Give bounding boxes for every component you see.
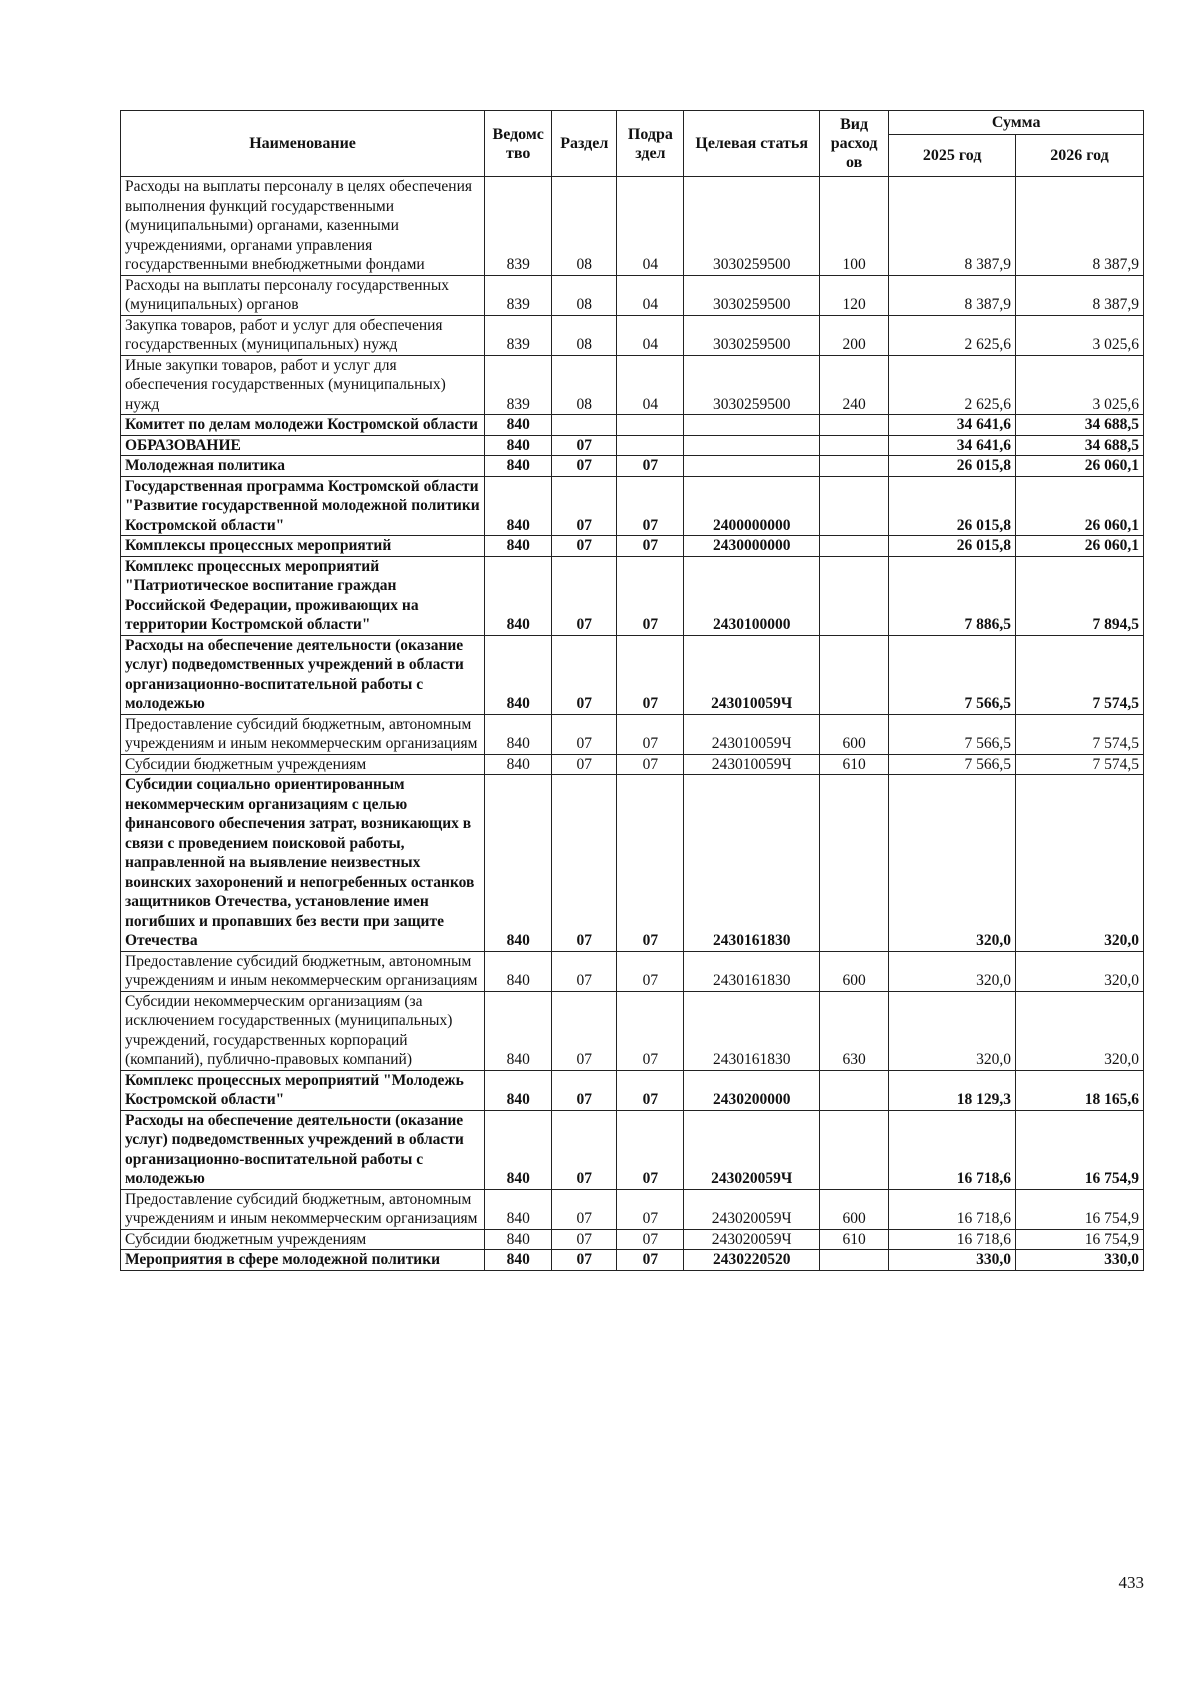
row-vedomstvo: 840 <box>485 556 552 635</box>
row-podrazdel: 07 <box>617 1189 684 1229</box>
row-podrazdel <box>617 415 684 436</box>
table-row <box>121 754 1144 775</box>
row-vid <box>819 435 888 456</box>
row-tselevaya: 3030259500 <box>684 177 819 276</box>
row-vedomstvo: 839 <box>485 315 552 355</box>
row-razdel: 08 <box>552 355 617 415</box>
row-tselevaya: 243020059Ч <box>684 1189 819 1229</box>
row-razdel: 07 <box>552 476 617 536</box>
table-row <box>121 1110 1144 1189</box>
header-vid: Вид расход ов <box>819 111 888 177</box>
header-tselevaya: Целевая статья <box>684 111 819 177</box>
row-name: Расходы на обеспечение деятельности (оказание услуг) подведомственных учреждений в области организационно-воспитательной работы с молодежью <box>121 635 485 714</box>
row-sum-2026: 320,0 <box>1016 775 1144 952</box>
row-name: Комплекс процессных мероприятий "Молодежь Костромской области" <box>121 1070 485 1110</box>
row-tselevaya <box>684 456 819 477</box>
row-name: Расходы на выплаты персоналу государственных (муниципальных) органов <box>121 275 485 315</box>
row-vid: 600 <box>819 951 888 991</box>
row-vedomstvo: 840 <box>485 1070 552 1110</box>
row-razdel: 07 <box>552 456 617 477</box>
header-2025: 2025 год <box>889 135 1016 177</box>
row-name: Комитет по делам молодежи Костромской области <box>121 415 485 436</box>
header-podrazdel: Подра здел <box>617 111 684 177</box>
table-row <box>121 536 1144 557</box>
row-razdel: 07 <box>552 536 617 557</box>
row-podrazdel: 07 <box>617 1110 684 1189</box>
table-row <box>121 355 1144 415</box>
row-podrazdel: 07 <box>617 556 684 635</box>
table-row <box>121 1070 1144 1110</box>
row-podrazdel: 07 <box>617 476 684 536</box>
header-name: Наименование <box>121 111 485 177</box>
row-vid <box>819 456 888 477</box>
row-sum-2025: 320,0 <box>889 991 1016 1070</box>
row-vid: 600 <box>819 714 888 754</box>
table-row <box>121 275 1144 315</box>
row-sum-2025: 320,0 <box>889 951 1016 991</box>
row-vid: 200 <box>819 315 888 355</box>
row-podrazdel: 04 <box>617 177 684 276</box>
row-sum-2025: 7 566,5 <box>889 754 1016 775</box>
row-tselevaya: 243010059Ч <box>684 754 819 775</box>
row-razdel: 07 <box>552 1070 617 1110</box>
row-sum-2026: 3 025,6 <box>1016 355 1144 415</box>
row-podrazdel: 07 <box>617 536 684 557</box>
table-row <box>121 456 1144 477</box>
row-sum-2026: 18 165,6 <box>1016 1070 1144 1110</box>
row-sum-2025: 26 015,8 <box>889 476 1016 536</box>
row-vedomstvo: 840 <box>485 1229 552 1250</box>
row-sum-2025: 26 015,8 <box>889 536 1016 557</box>
row-vedomstvo: 840 <box>485 714 552 754</box>
row-sum-2026: 7 894,5 <box>1016 556 1144 635</box>
table-row <box>121 415 1144 436</box>
row-vedomstvo: 839 <box>485 275 552 315</box>
row-sum-2026: 8 387,9 <box>1016 275 1144 315</box>
row-tselevaya <box>684 415 819 436</box>
row-sum-2026: 330,0 <box>1016 1250 1144 1271</box>
row-razdel: 07 <box>552 951 617 991</box>
row-razdel: 07 <box>552 1250 617 1271</box>
row-sum-2026: 320,0 <box>1016 951 1144 991</box>
row-sum-2025: 2 625,6 <box>889 355 1016 415</box>
row-vedomstvo: 840 <box>485 991 552 1070</box>
row-name: Закупка товаров, работ и услуг для обеспечения государственных (муниципальных) нужд <box>121 315 485 355</box>
row-tselevaya: 243010059Ч <box>684 714 819 754</box>
row-podrazdel: 07 <box>617 1070 684 1110</box>
row-razdel: 08 <box>552 177 617 276</box>
row-name: Мероприятия в сфере молодежной политики <box>121 1250 485 1271</box>
row-sum-2025: 8 387,9 <box>889 275 1016 315</box>
row-vedomstvo: 840 <box>485 754 552 775</box>
row-name: Субсидии бюджетным учреждениям <box>121 754 485 775</box>
row-tselevaya: 2430161830 <box>684 991 819 1070</box>
row-vedomstvo: 840 <box>485 1250 552 1271</box>
row-vid <box>819 536 888 557</box>
row-sum-2025: 34 641,6 <box>889 415 1016 436</box>
table-row <box>121 951 1144 991</box>
row-name: Расходы на выплаты персоналу в целях обеспечения выполнения функций государственными (муниципальными) органами, казенными учреждениями, органами управления государственными внебюджетными фондами <box>121 177 485 276</box>
row-sum-2025: 320,0 <box>889 775 1016 952</box>
row-vedomstvo: 840 <box>485 536 552 557</box>
row-vedomstvo: 840 <box>485 415 552 436</box>
table-row <box>121 714 1144 754</box>
row-sum-2026: 16 754,9 <box>1016 1110 1144 1189</box>
row-sum-2026: 320,0 <box>1016 991 1144 1070</box>
row-razdel: 08 <box>552 315 617 355</box>
row-name: Иные закупки товаров, работ и услуг для обеспечения государственных (муниципальных) нужд <box>121 355 485 415</box>
row-razdel: 07 <box>552 1189 617 1229</box>
row-podrazdel: 07 <box>617 635 684 714</box>
row-name: Молодежная политика <box>121 456 485 477</box>
row-vedomstvo: 840 <box>485 635 552 714</box>
row-podrazdel: 07 <box>617 991 684 1070</box>
table-row <box>121 556 1144 635</box>
row-tselevaya: 2430161830 <box>684 951 819 991</box>
row-sum-2026: 16 754,9 <box>1016 1189 1144 1229</box>
row-razdel: 07 <box>552 1110 617 1189</box>
row-vedomstvo: 840 <box>485 456 552 477</box>
row-sum-2025: 26 015,8 <box>889 456 1016 477</box>
row-vid <box>819 635 888 714</box>
budget-rows <box>121 177 1144 1271</box>
row-razdel: 07 <box>552 714 617 754</box>
budget-sheet <box>120 110 1144 1271</box>
table-row <box>121 476 1144 536</box>
table-row <box>121 1189 1144 1229</box>
row-name: Субсидии бюджетным учреждениям <box>121 1229 485 1250</box>
row-tselevaya <box>684 435 819 456</box>
row-vid <box>819 775 888 952</box>
row-name: Государственная программа Костромской области "Развитие государственной молодежной политики Костромской области" <box>121 476 485 536</box>
row-vedomstvo: 840 <box>485 1189 552 1229</box>
row-tselevaya: 243010059Ч <box>684 635 819 714</box>
row-sum-2026: 26 060,1 <box>1016 476 1144 536</box>
row-sum-2025: 330,0 <box>889 1250 1016 1271</box>
row-podrazdel: 07 <box>617 1250 684 1271</box>
row-sum-2026: 3 025,6 <box>1016 315 1144 355</box>
row-podrazdel <box>617 435 684 456</box>
row-razdel: 07 <box>552 754 617 775</box>
row-sum-2026: 8 387,9 <box>1016 177 1144 276</box>
row-sum-2025: 7 886,5 <box>889 556 1016 635</box>
table-row <box>121 1250 1144 1271</box>
row-podrazdel: 07 <box>617 1229 684 1250</box>
header-razdel: Раздел <box>552 111 617 177</box>
row-name: Комплексы процессных мероприятий <box>121 536 485 557</box>
table-row <box>121 991 1144 1070</box>
row-sum-2026: 26 060,1 <box>1016 536 1144 557</box>
row-vid <box>819 1250 888 1271</box>
row-sum-2025: 16 718,6 <box>889 1229 1016 1250</box>
row-podrazdel: 07 <box>617 456 684 477</box>
row-tselevaya: 2430200000 <box>684 1070 819 1110</box>
row-sum-2025: 16 718,6 <box>889 1189 1016 1229</box>
row-name: Предоставление субсидий бюджетным, автономным учреждениям и иным некоммерческим организациям <box>121 951 485 991</box>
row-razdel <box>552 415 617 436</box>
row-razdel: 07 <box>552 556 617 635</box>
row-razdel: 07 <box>552 1229 617 1250</box>
row-name: Расходы на обеспечение деятельности (оказание услуг) подведомственных учреждений в области организационно-воспитательной работы с молодежью <box>121 1110 485 1189</box>
table-row <box>121 435 1144 456</box>
row-name: ОБРАЗОВАНИЕ <box>121 435 485 456</box>
row-tselevaya: 243020059Ч <box>684 1229 819 1250</box>
row-sum-2026: 7 574,5 <box>1016 635 1144 714</box>
row-razdel: 07 <box>552 775 617 952</box>
row-razdel: 08 <box>552 275 617 315</box>
row-vid: 610 <box>819 754 888 775</box>
header-2026: 2026 год <box>1016 135 1144 177</box>
row-vid <box>819 415 888 436</box>
row-tselevaya: 3030259500 <box>684 355 819 415</box>
row-podrazdel: 04 <box>617 315 684 355</box>
row-vid <box>819 556 888 635</box>
row-sum-2026: 7 574,5 <box>1016 714 1144 754</box>
table-row <box>121 1229 1144 1250</box>
row-vid: 120 <box>819 275 888 315</box>
row-vedomstvo: 840 <box>485 435 552 456</box>
row-name: Предоставление субсидий бюджетным, автономным учреждениям и иным некоммерческим организациям <box>121 714 485 754</box>
row-sum-2026: 7 574,5 <box>1016 754 1144 775</box>
row-vid <box>819 1110 888 1189</box>
row-sum-2026: 34 688,5 <box>1016 415 1144 436</box>
row-vedomstvo: 839 <box>485 355 552 415</box>
row-vid: 630 <box>819 991 888 1070</box>
row-tselevaya: 2400000000 <box>684 476 819 536</box>
row-tselevaya: 243020059Ч <box>684 1110 819 1189</box>
row-razdel: 07 <box>552 435 617 456</box>
row-name: Субсидии некоммерческим организациям (за исключением государственных (муниципальных) учреждений, государственных корпораций (компаний), публично-правовых компаний) <box>121 991 485 1070</box>
row-sum-2026: 16 754,9 <box>1016 1229 1144 1250</box>
row-tselevaya: 3030259500 <box>684 275 819 315</box>
row-podrazdel: 04 <box>617 355 684 415</box>
row-tselevaya: 3030259500 <box>684 315 819 355</box>
row-sum-2025: 16 718,6 <box>889 1110 1016 1189</box>
row-name: Субсидии социально ориентированным некоммерческим организациям с целью финансового обеспечения затрат, возникающих в связи с проведением поисковой работы, направленной на выявление неизвестных воинских захоронений и непогребенных останков защитников Отечества, установление имен погибших и пропавших без вести при защите Отечества <box>121 775 485 952</box>
header-vedomstvo: Ведомс тво <box>485 111 552 177</box>
row-razdel: 07 <box>552 991 617 1070</box>
row-name: Комплекс процессных мероприятий "Патриотическое воспитание граждан Российской Федерации, проживающих на территории Костромской области" <box>121 556 485 635</box>
row-vid <box>819 476 888 536</box>
table-row <box>121 177 1144 276</box>
row-podrazdel: 07 <box>617 714 684 754</box>
row-vedomstvo: 839 <box>485 177 552 276</box>
row-sum-2025: 8 387,9 <box>889 177 1016 276</box>
row-podrazdel: 07 <box>617 951 684 991</box>
row-tselevaya: 2430100000 <box>684 556 819 635</box>
row-sum-2025: 34 641,6 <box>889 435 1016 456</box>
table-row <box>121 315 1144 355</box>
row-sum-2025: 2 625,6 <box>889 315 1016 355</box>
row-podrazdel: 07 <box>617 754 684 775</box>
header-summa: Сумма <box>889 111 1144 135</box>
table-row <box>121 635 1144 714</box>
row-vid: 610 <box>819 1229 888 1250</box>
row-sum-2025: 7 566,5 <box>889 714 1016 754</box>
row-vid: 100 <box>819 177 888 276</box>
row-vid: 240 <box>819 355 888 415</box>
row-vedomstvo: 840 <box>485 951 552 991</box>
row-podrazdel: 04 <box>617 275 684 315</box>
row-vedomstvo: 840 <box>485 1110 552 1189</box>
row-sum-2026: 26 060,1 <box>1016 456 1144 477</box>
budget-table <box>120 110 1144 1271</box>
row-sum-2026: 34 688,5 <box>1016 435 1144 456</box>
row-vedomstvo: 840 <box>485 476 552 536</box>
row-tselevaya: 2430220520 <box>684 1250 819 1271</box>
row-vid: 600 <box>819 1189 888 1229</box>
row-razdel: 07 <box>552 635 617 714</box>
row-sum-2025: 18 129,3 <box>889 1070 1016 1110</box>
row-vid <box>819 1070 888 1110</box>
row-tselevaya: 2430161830 <box>684 775 819 952</box>
row-name: Предоставление субсидий бюджетным, автономным учреждениям и иным некоммерческим организациям <box>121 1189 485 1229</box>
row-vedomstvo: 840 <box>485 775 552 952</box>
row-tselevaya: 2430000000 <box>684 536 819 557</box>
table-row <box>121 775 1144 952</box>
row-sum-2025: 7 566,5 <box>889 635 1016 714</box>
page-number: 433 <box>1118 1573 1144 1592</box>
row-podrazdel: 07 <box>617 775 684 952</box>
